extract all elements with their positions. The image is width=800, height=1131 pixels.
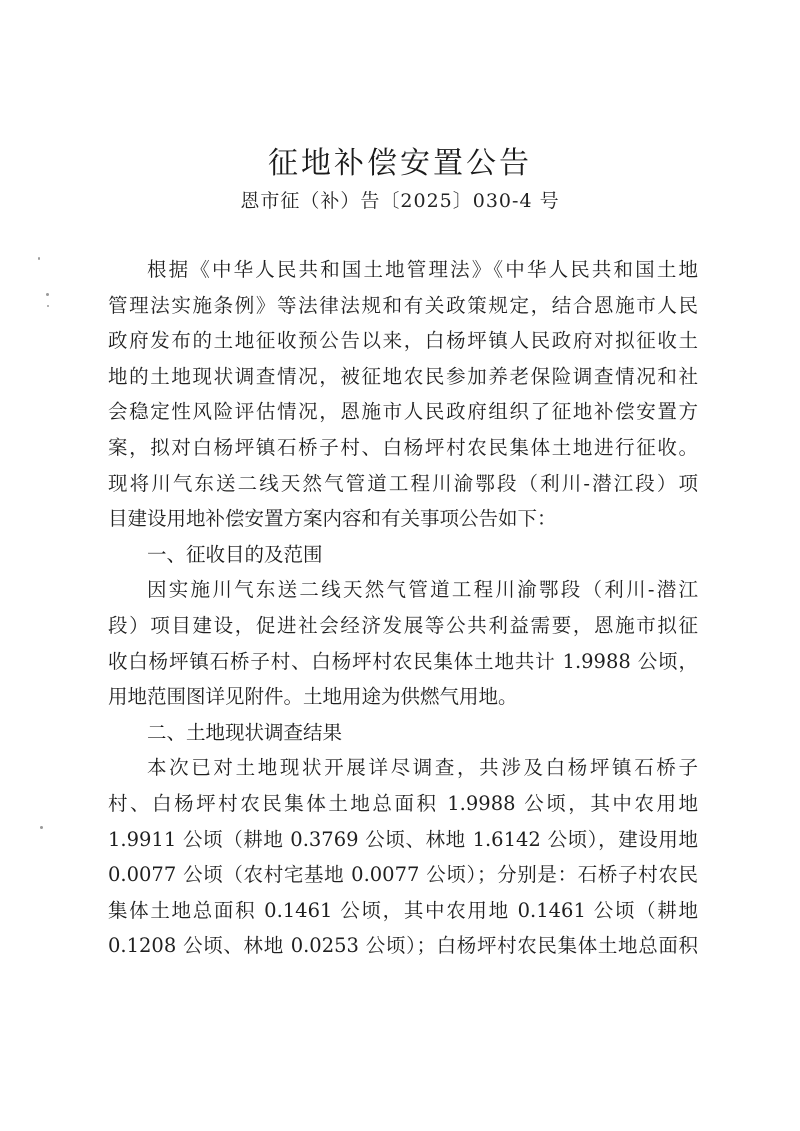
paragraph-line: 收白杨坪镇石桥子村、白杨坪村农民集体土地共计 1.9988 公顷，	[108, 649, 698, 673]
scan-speck	[47, 305, 49, 307]
paragraph-line: 目建设用地补偿安置方案内容和有关事项公告如下：	[108, 507, 557, 531]
scan-speck	[46, 293, 49, 296]
document-title: 征地补偿安置公告	[268, 146, 532, 181]
paragraph-line: 根据《中华人民共和国土地管理法》《中华人民共和国土地	[147, 258, 698, 281]
paragraph-line: 地的土地现状调查情况，被征地农民参加养老保险调查情况和社	[108, 364, 698, 388]
intro-paragraph	[108, 252, 698, 537]
paragraph-line: 现将川气东送二线天然气管道工程川渝鄂段（利川-潜江段）项	[108, 471, 698, 495]
paragraph-line: 用地范围图详见附件。土地用途为供燃气用地。	[108, 685, 518, 709]
paragraph-line: 集体土地总面积 0.1461 公顷，其中农用地 0.1461 公顷（耕地	[108, 898, 698, 922]
paragraph-line: 村、白杨坪村农民集体土地总面积 1.9988 公顷，其中农用地	[108, 791, 698, 815]
paragraph-line: 0.1208 公顷、林地 0.0253 公顷）；白杨坪村农民集体土地总面积	[108, 934, 698, 958]
paragraph-line: 案，拟对白杨坪镇石桥子村、白杨坪村农民集体土地进行征收。	[108, 435, 698, 459]
document-number: 恩市征（补）告〔2025〕030-4 号	[240, 190, 560, 212]
document-body	[108, 252, 698, 964]
paragraph-line: 管理法实施条例》等法律法规和有关政策规定，结合恩施市人民	[108, 293, 698, 317]
paragraph-line: 本次已对土地现状开展详尽调查，共涉及白杨坪镇石桥子	[147, 756, 698, 780]
scan-speck	[38, 257, 40, 260]
section2-paragraph	[108, 750, 698, 964]
paragraph-line: 政府发布的土地征收预公告以来，白杨坪镇人民政府对拟征收土	[108, 329, 698, 353]
scan-speck	[40, 826, 43, 829]
paragraph-line: 1.9911 公顷（耕地 0.3769 公顷、林地 1.6142 公顷），建设用地	[108, 827, 698, 851]
paragraph-line: 段）项目建设，促进社会经济发展等公共利益需要，恩施市拟征	[108, 613, 698, 637]
section-heading: 二、土地现状调查结果	[147, 720, 343, 744]
section1-paragraph	[108, 572, 698, 714]
paragraph-line: 因实施川气东送二线天然气管道工程川渝鄂段（利川-潜江	[147, 578, 698, 602]
section-heading: 一、征收目的及范围	[147, 542, 323, 566]
paragraph-line: 会稳定性风险评估情况，恩施市人民政府组织了征地补偿安置方	[108, 400, 698, 424]
paragraph-line: 0.0077 公顷（农村宅基地 0.0077 公顷）；分别是：石桥子村农民	[108, 863, 698, 887]
